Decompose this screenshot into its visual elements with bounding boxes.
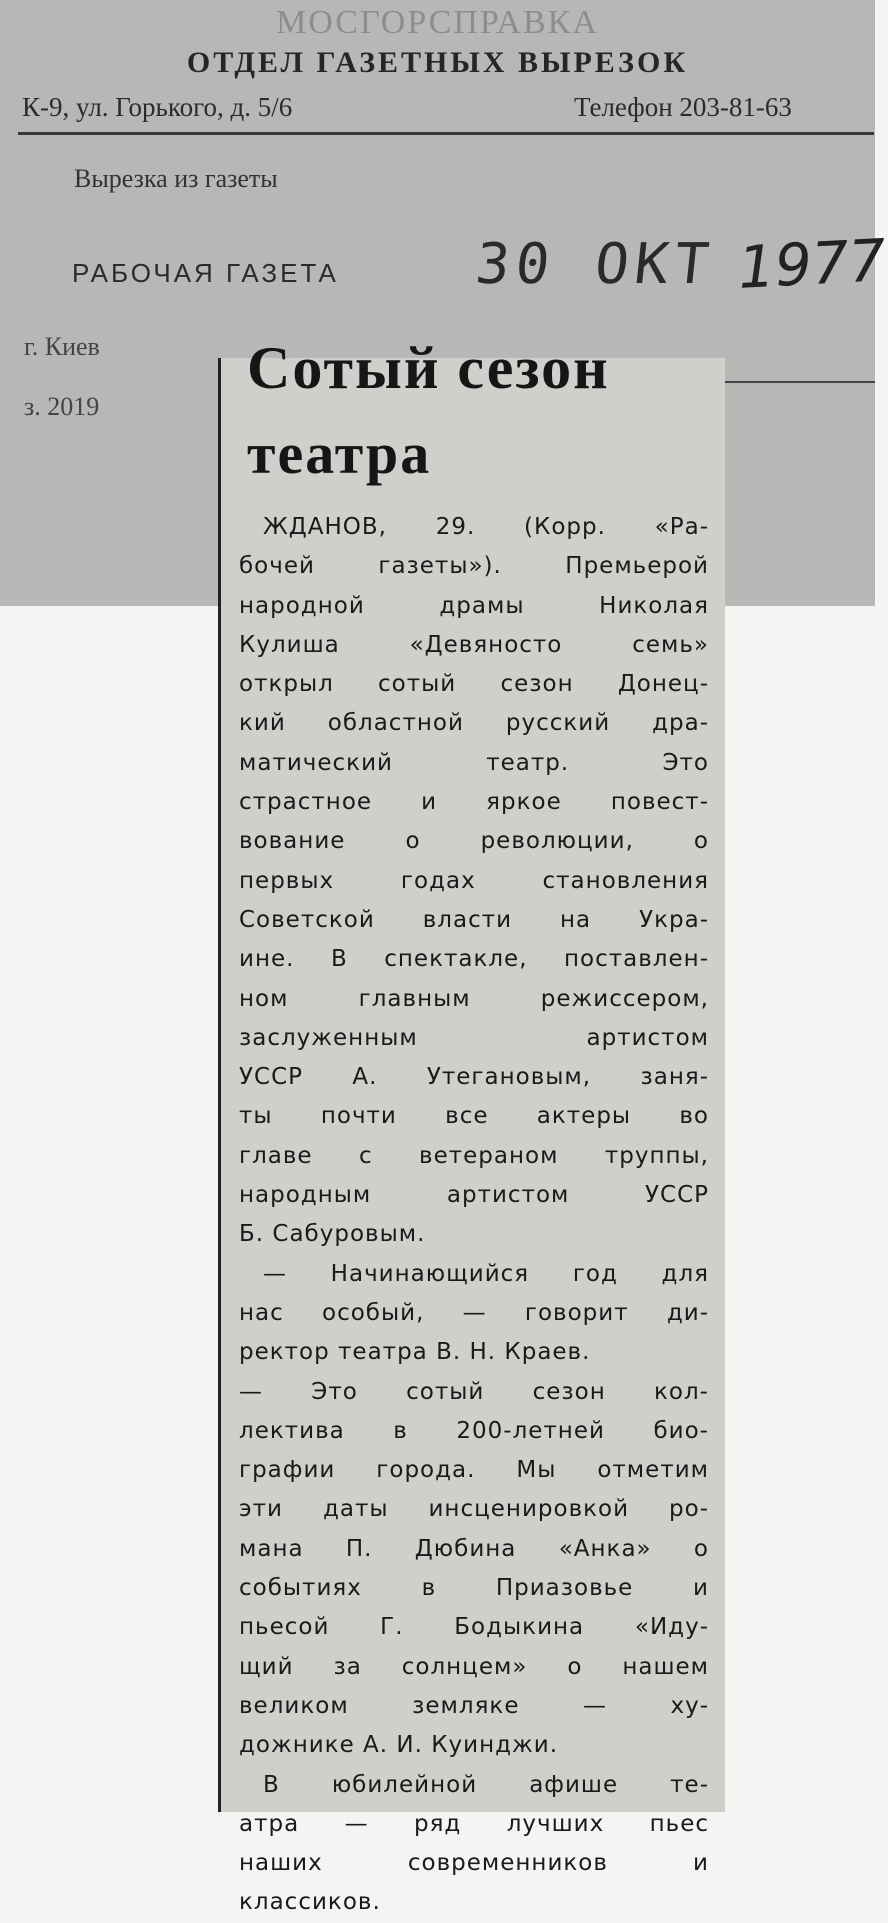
- article-line: событиях в Приазовье и: [239, 1575, 709, 1602]
- article-line: ты почти все актеры во: [239, 1103, 709, 1130]
- article-line: главе с ветераном труппы,: [239, 1142, 709, 1169]
- article-line: великом земляке — ху-: [239, 1692, 709, 1719]
- article-line: наших современников и: [239, 1850, 709, 1877]
- article-line: лектива в 200-летней био-: [239, 1417, 709, 1444]
- newspaper-clipping: [218, 335, 725, 1916]
- article-line: нас особый, — говорит ди-: [239, 1299, 709, 1326]
- article-line: ректор театра В. Н. Краев.: [239, 1339, 591, 1366]
- article-line: открыл сотый сезон Донец-: [239, 671, 709, 698]
- headline-line-2: театра: [247, 421, 432, 486]
- article-line: щий за солнцем» о нашем: [239, 1653, 709, 1680]
- headline-line-1: Сотый сезон: [247, 335, 610, 401]
- order-number: з. 2019: [24, 392, 100, 421]
- article-line: ном главным режиссером,: [239, 985, 709, 1012]
- date-stamp: 30 ОКТ: [472, 232, 718, 297]
- article-line: эти даты инсценировкой ро-: [239, 1496, 709, 1523]
- article-line: страстное и яркое повест-: [239, 789, 709, 816]
- article-line: матический театр. Это: [239, 749, 709, 776]
- article-line: народной драмы Николая: [239, 592, 709, 619]
- article-line: В юбилейной афише те-: [263, 1771, 709, 1798]
- handwritten-year: 1977: [736, 226, 888, 302]
- article-line: народным артистом УССР: [239, 1182, 709, 1209]
- newspaper-name: РАБОЧАЯ ГАЗЕТА: [72, 258, 339, 288]
- article-line: УССР А. Утегановым, заня-: [239, 1064, 709, 1091]
- article-line: кий областной русский дра-: [239, 710, 709, 737]
- bureau-name: МОСГОРСПРАВКА: [276, 4, 599, 41]
- bureau-phone: Телефон 203-81-63: [574, 92, 792, 122]
- article-line: Кулиша «Девяносто семь»: [239, 631, 709, 658]
- article-line: первых годах становления: [239, 867, 709, 894]
- article-line: — Это сотый сезон кол-: [239, 1378, 709, 1405]
- bureau-address: К-9, ул. Горького, д. 5/6: [22, 92, 293, 122]
- article-line: Б. Сабуровым.: [239, 1221, 426, 1248]
- header-divider: [18, 132, 874, 135]
- article-line: ине. В спектакле, поставлен-: [239, 946, 709, 973]
- city-label: г. Киев: [24, 332, 100, 361]
- article-line: дожнике А. И. Куинджи.: [239, 1732, 559, 1759]
- article-line: классиков.: [239, 1889, 381, 1916]
- article-line: атра — ряд лучших пьес: [239, 1810, 709, 1837]
- article-line: ЖДАНОВ, 29. (Корр. «Ра-: [263, 514, 709, 540]
- article-body: [239, 508, 709, 1923]
- clipping-label: Вырезка из газеты: [74, 164, 278, 193]
- article-line: — Начинающийся год для: [263, 1260, 709, 1287]
- department-name: ОТДЕЛ ГАЗЕТНЫХ ВЫРЕЗОК: [186, 46, 689, 79]
- article-line: мана П. Дюбина «Анка» о: [239, 1535, 709, 1562]
- article-line: пьесой Г. Бодыкина «Иду-: [239, 1614, 709, 1641]
- article-line: графии города. Мы отметим: [239, 1457, 709, 1484]
- article-line: Советской власти на Укра-: [239, 906, 709, 933]
- article-line: вование о революции, о: [239, 828, 709, 855]
- article-line: бочей газеты»). Премьерой: [239, 553, 709, 580]
- article-line: заслуженным артистом: [239, 1024, 709, 1051]
- form-rule-right: [716, 381, 875, 383]
